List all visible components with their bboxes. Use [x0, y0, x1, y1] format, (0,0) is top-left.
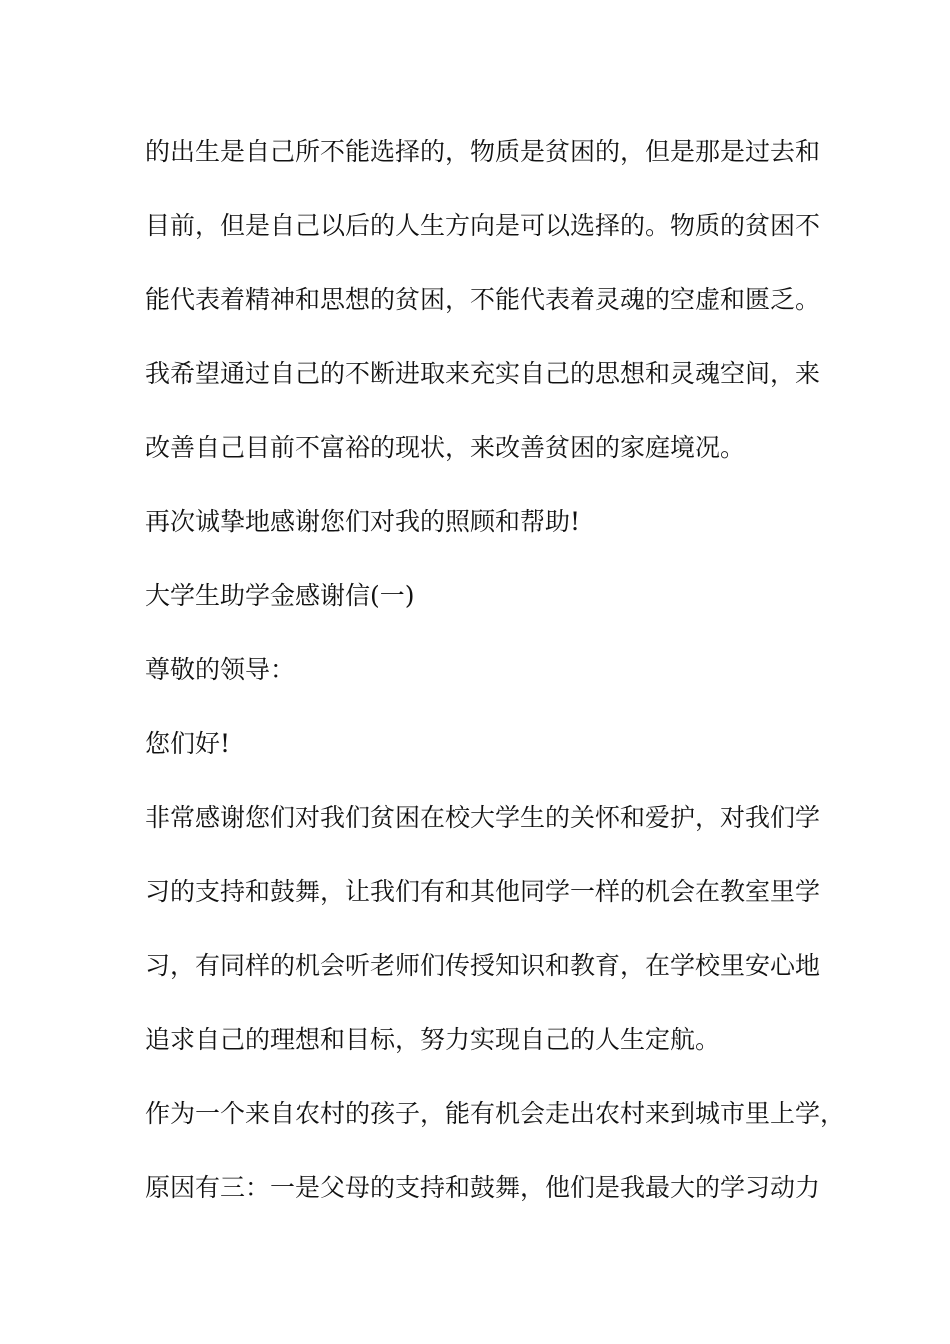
section-title: 大学生助学金感谢信(一): [145, 581, 415, 610]
text-line: 目前，但是自己以后的人生方向是可以选择的。物质的贫困不: [145, 211, 821, 240]
text-line: 习的支持和鼓舞，让我们有和其他同学一样的机会在教室里学: [145, 877, 821, 906]
text-line: 原因有三：一是父母的支持和鼓舞，他们是我最大的学习动力: [145, 1173, 821, 1202]
text-line: 的出生是自己所不能选择的，物质是贫困的，但是那是过去和: [145, 137, 821, 166]
salutation: 尊敬的领导：: [145, 655, 296, 684]
text-line: 能代表着精神和思想的贫困，不能代表着灵魂的空虚和匮乏。: [145, 285, 821, 314]
greeting: 您们好!: [145, 729, 231, 758]
text-line: 非常感谢您们对我们贫困在校大学生的关怀和爱护，对我们学: [145, 803, 821, 832]
text-line: 我希望通过自己的不断进取来充实自己的思想和灵魂空间，来: [145, 359, 821, 388]
text-line: 作为一个来自农村的孩子，能有机会走出农村来到城市里上学，: [145, 1099, 846, 1128]
text-line: 再次诚挚地感谢您们对我的照顾和帮助!: [145, 507, 581, 536]
text-line: 习，有同样的机会听老师们传授知识和教育，在学校里安心地: [145, 951, 821, 980]
text-line: 追求自己的理想和目标，努力实现自己的人生定航。: [145, 1025, 721, 1054]
text-line: 改善自己目前不富裕的现状，来改善贫困的家庭境况。: [145, 433, 746, 462]
